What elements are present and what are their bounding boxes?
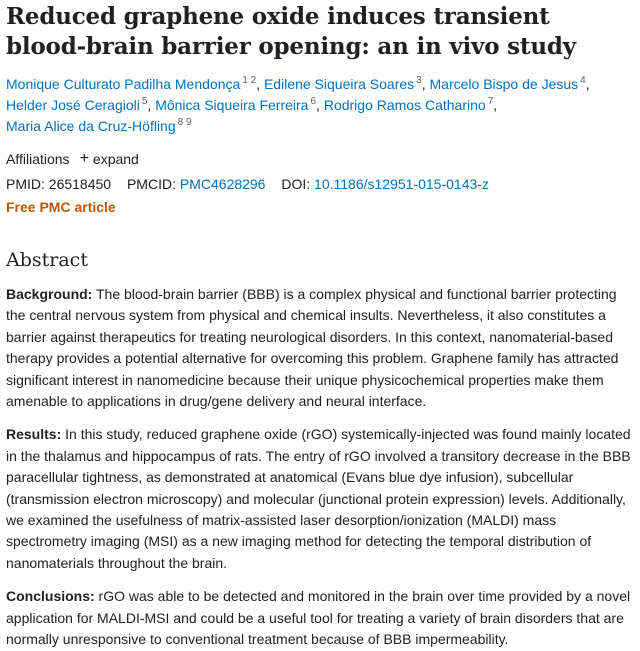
affiliations-label: Affiliations [6,151,70,167]
abstract-conclusions [6,586,634,650]
abstract-section-label: Conclusions: [6,588,95,605]
abstract-background [6,284,634,412]
author-affiliation-ref[interactable]: 8 9 [177,117,192,128]
affiliations-toggle[interactable] [6,150,634,168]
abstract-section-text: The blood-brain barrier (BBB) is a complex physical and functional barrier protecting the central nervous system from physical and chemical insults. Nevertheless, it also constitutes a barrier against therapeutics for treating neurological disorders. In this context, nanomaterial-based therapy provides a potential alternative for overcoming this problem. Graphene family has attracted significant interest in nanomedicine because their unique physicochemical properties make them amenable to applications in drug/gene delivery and neural interface. [6,286,619,410]
pmcid-label: PMCID: [126,176,176,192]
pmcid-link[interactable]: PMC4628296 [179,176,266,192]
article-title: Reduced graphene oxide induces transient blood-brain barrier opening: an in vivo study [6,3,576,60]
author-affiliation-ref[interactable]: 6 [310,96,317,107]
pmid-value: 26518450 [48,176,112,192]
abstract-section-label: Results: [6,426,62,443]
pmid-label: PMID: [6,176,45,192]
author-affiliation-ref[interactable]: 3 [416,75,422,86]
article-identifiers [6,174,634,194]
author-link[interactable]: Mônica Siqueira Ferreira [155,97,309,113]
author-link[interactable]: Maria Alice da Cruz-Höfling [6,118,176,134]
abstract-results [6,424,634,574]
author-link[interactable]: Monique Culturato Padilha Mendonça [6,76,241,92]
author-affiliation-ref[interactable]: 1 2 [242,75,257,86]
author-link[interactable]: Helder José Ceragioli [6,97,140,113]
author-list: Monique Culturato Padilha Mendonça $^{1 2}$, Edilene Siqueira Soares $^3$, Marcelo Bispo de Jesus $^4$, Helder José Ceragioli $^5$, Mônica Siqueira Ferreira $^6$, Rodrigo Ramos Catharino $^7$, Maria Alice da Cruz-Höfling $^{8 9}$ [6,75,590,134]
abstract-section-label: Background: [6,286,93,302]
author-link[interactable]: Rodrigo Ramos Catharino [323,97,486,113]
abstract-section-text: rGO was able to be detected and monitored in the brain over time provided by a novel application for MALDI-MSI and could be a useful tool for treating a variety of brain disorders that are normally unresponsive to conventional treatment because of BBB impermeability. [6,588,631,648]
author-link[interactable]: Edilene Siqueira Soares [263,76,415,92]
author-affiliation-ref[interactable]: 4 [580,75,586,86]
abstract-section-text: In this study, reduced graphene oxide (rGO) systemically-injected was found mainly located in the thalamus and hippocampus of rats. The entry of rGO involved a transitory decrease in the BBB paracellular tightness, as demonstrated at anatomical (Evans blue dye infusion), subcellular (transmission electron microscopy) and molecular (junctional protein expression) levels. Additionally, we examined the usefulness of matrix-assisted laser desorption/ionization (MALDI) mass spectrometry imaging (MSI) as a new imaging method for detecting the temporal distribution of nanomaterials throughout the brain. [6,426,631,571]
expand-label: expand [92,151,139,167]
author-link[interactable]: Marcelo Bispo de Jesus [429,76,579,92]
abstract-heading: Abstract [6,249,88,271]
author-affiliation-ref[interactable]: 7 [487,96,494,107]
doi-link[interactable]: 10.1186/s12951-015-0143-z [314,176,489,192]
free-pmc-badge: Free PMC article [6,199,116,215]
plus-icon: + [79,150,89,167]
doi-label: DOI: [281,176,311,192]
author-affiliation-ref[interactable]: 5 [141,96,148,107]
